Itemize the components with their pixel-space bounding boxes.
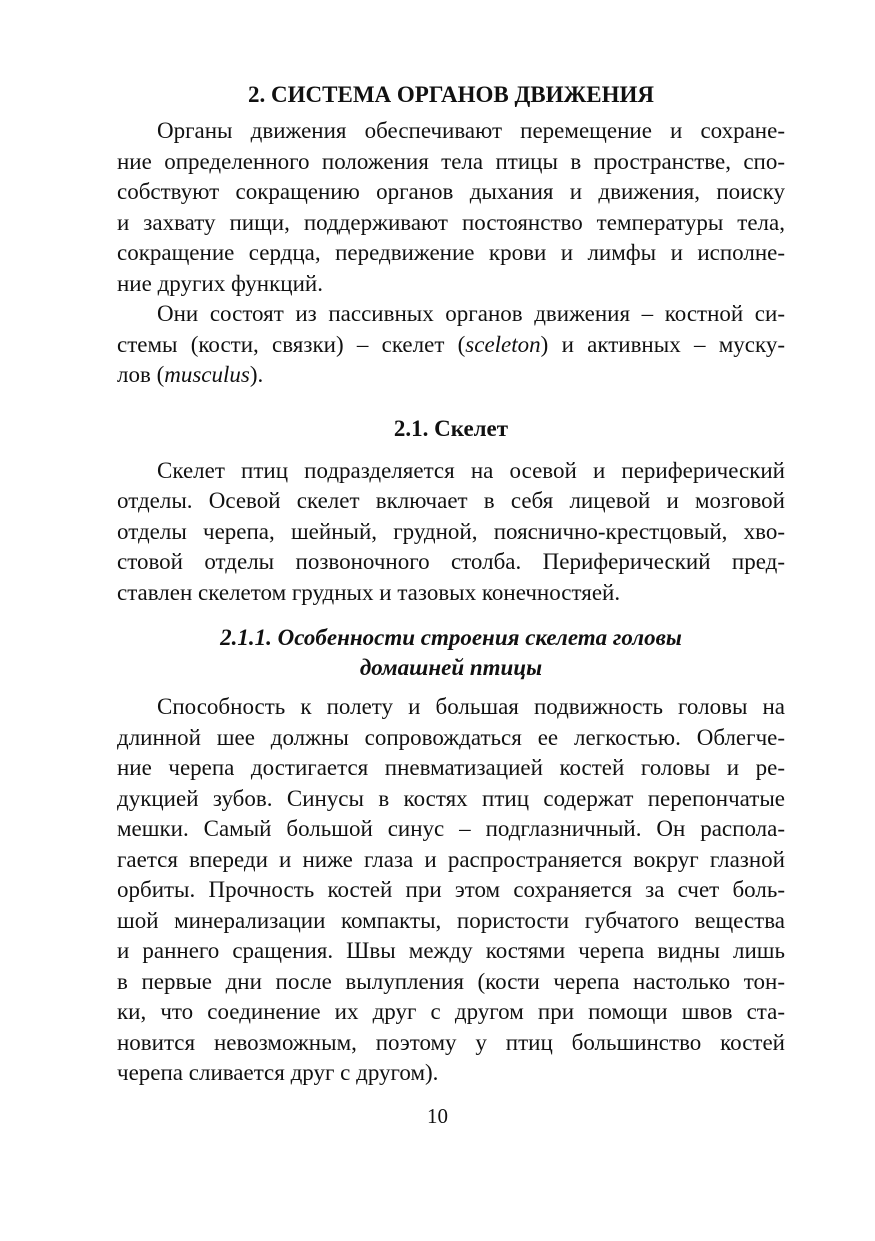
text-line: Скелет птиц подразделяется на осевой и периферический xyxy=(157,457,785,483)
subsection-title xyxy=(117,623,785,683)
paragraph-skeleton-parts xyxy=(117,456,785,609)
paragraph-organs-function xyxy=(117,116,785,299)
text-line: стовой отделы позвоночного столба. Периферический пред- xyxy=(117,549,785,574)
text-line: отделы черепа, шейный, грудной, пояснично-крестцовый, хво- xyxy=(117,518,785,544)
text-line: гается впереди и ниже глаза и распространяется вокруг глазной xyxy=(117,846,785,872)
text-line: Органы движения обеспечивают перемещение и сохране- xyxy=(157,118,785,143)
text-line: новится невозможным, поэтому у птиц большинство костей xyxy=(117,1029,785,1055)
text-line: черепа сливается друг с другом). xyxy=(117,1060,439,1085)
chapter-title: 2. СИСТЕМА ОРГАНОВ ДВИЖЕНИЯ xyxy=(248,82,654,107)
text-line xyxy=(117,360,785,391)
subsection-title-line: 2.1.1. Особенности строения скелета головы xyxy=(220,625,682,650)
paragraph-skull-features xyxy=(117,692,785,1089)
latin-term-musculus: musculus xyxy=(164,362,250,387)
page-body xyxy=(117,80,785,1089)
text-fragment: ) и активных – муску- xyxy=(540,331,785,357)
page-number: 10 xyxy=(427,1104,448,1128)
text-line: ние черепа достигается пневматизацией костей головы и ре- xyxy=(117,755,785,780)
section-title: 2.1. Скелет xyxy=(393,415,509,441)
text-line: Способность к полету и большая подвижность головы на xyxy=(157,694,785,719)
text-line xyxy=(117,330,785,361)
text-line: собствуют сокращению органов дыхания и движения, поиску xyxy=(117,179,785,204)
text-line: ние других функций. xyxy=(117,270,323,296)
text-line: в первые дни после вылупления (кости черепа настолько тон- xyxy=(117,968,785,994)
text-fragment: лов ( xyxy=(117,362,165,387)
text-line: дукцией зубов. Синусы в костях птиц содержат перепончатые xyxy=(117,785,785,811)
text-line: Они состоят из пассивных органов движения – костной си- xyxy=(157,301,785,326)
latin-term-sceleton: sceleton xyxy=(465,331,541,357)
text-line: и захвату пищи, поддерживают постоянство температуры тела, xyxy=(117,209,785,235)
text-fragment: стемы (кости, связки) – скелет ( xyxy=(117,331,466,357)
text-line: отделы. Осевой скелет включает в себя лицевой и мозговой xyxy=(117,488,785,513)
text-line: длинной шее должны сопровождаться ее легкостью. Облегче- xyxy=(117,724,785,750)
text-line: орбиты. Прочность костей при этом сохраняется за счет боль- xyxy=(117,877,785,902)
text-line: сокращение сердца, передвижение крови и лимфы и исполне- xyxy=(117,240,785,265)
subsection-title-line: домашней птицы xyxy=(359,655,543,680)
text-line: мешки. Самый большой синус – подглазничный. Он распола- xyxy=(117,816,785,841)
text-line: ки, что соединение их друг с другом при помощи швов ста- xyxy=(117,999,785,1024)
text-fragment: ). xyxy=(249,362,264,387)
paragraph-organs-composition xyxy=(117,299,785,391)
text-line: и раннего сращения. Швы между костями черепа видны лишь xyxy=(117,938,785,963)
text-line: ставлен скелетом грудных и тазовых конечностяей. xyxy=(117,579,621,605)
text-line: ние определенного положения тела птицы в пространстве, спо- xyxy=(117,148,785,174)
text-line: шой минерализации компакты, пористости губчатого вещества xyxy=(117,907,785,933)
